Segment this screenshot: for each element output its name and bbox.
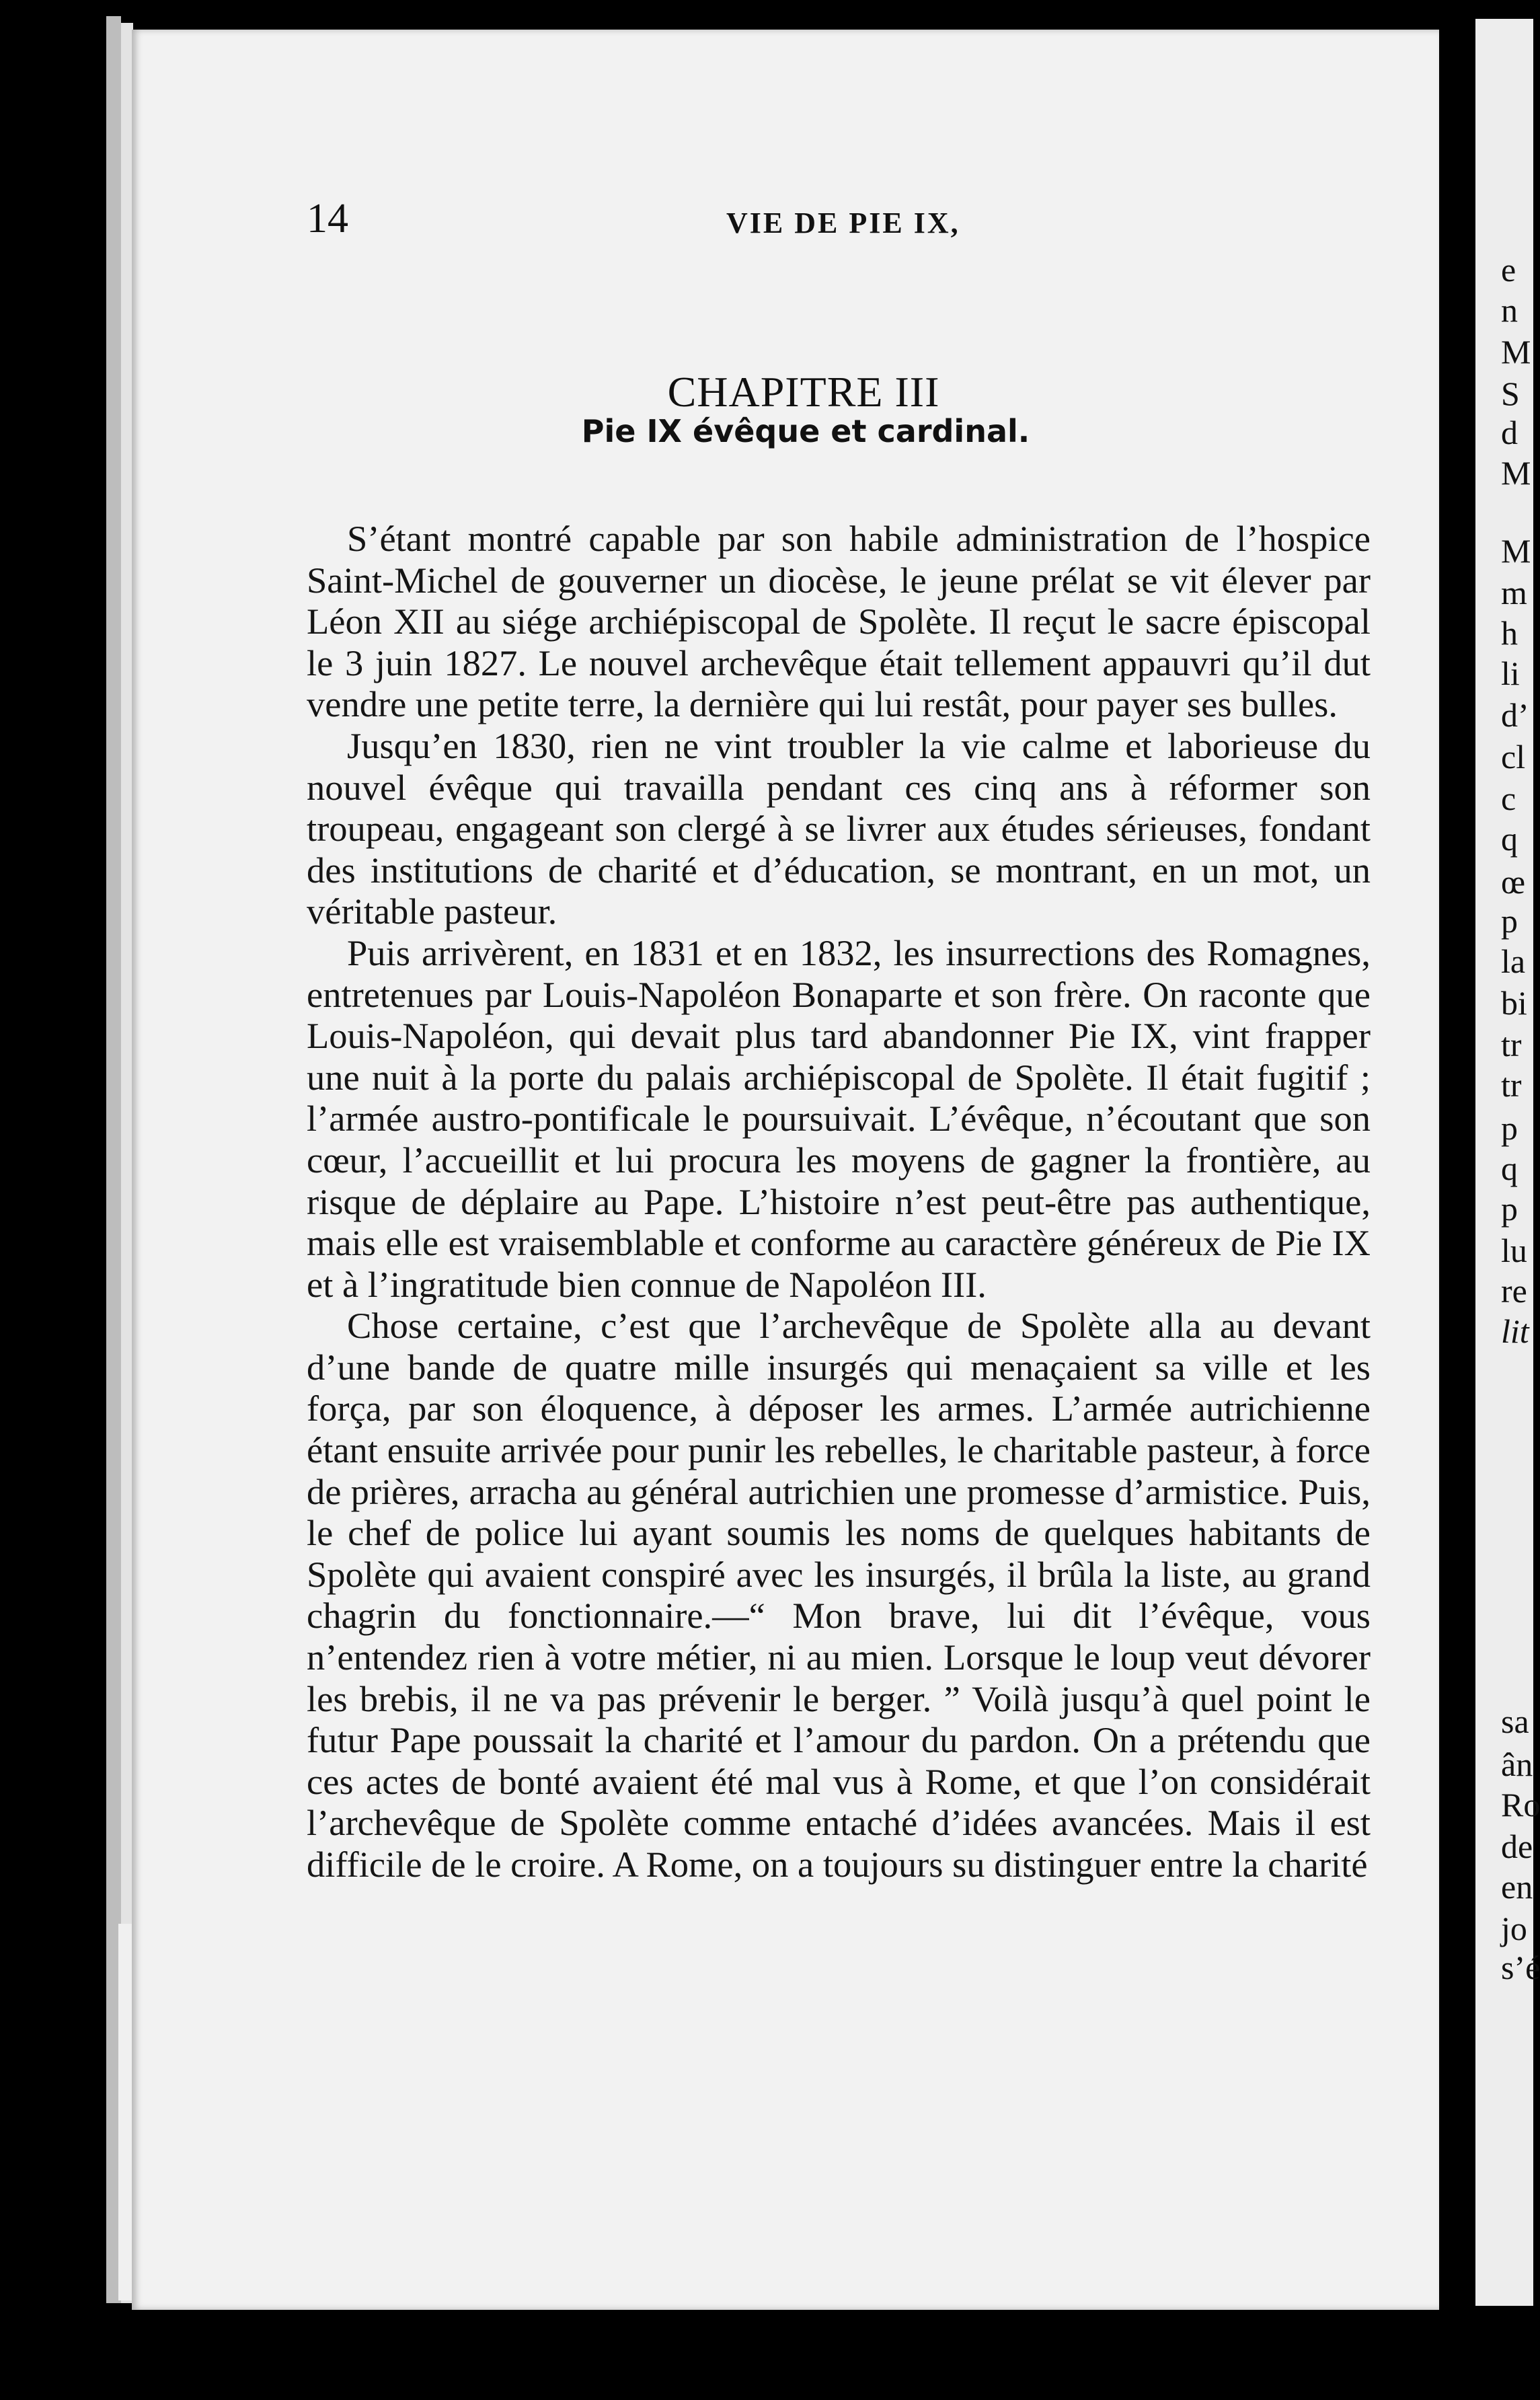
facing-page-fragment: q xyxy=(1501,820,1518,858)
facing-page-fragment: ân xyxy=(1501,1746,1533,1783)
facing-page-fragment: m xyxy=(1501,574,1527,611)
facing-page-fragment: d xyxy=(1501,414,1518,451)
facing-page-fragment: de xyxy=(1501,1828,1533,1865)
paragraph: S’étant montré capable par son habile administration de l’hospice Saint-Michel de gouverner un diocèse, le jeune prélat se vit élever par Léon XII au siége archiépiscopal de Spolète. Il reçut le sacre épiscopal le 3 juin 1827. Le nouvel archevêque était tellement appauvri qu’il dut vendre une petite terre, la dernière qui lui restât, pour payer ses bulles. xyxy=(307,518,1371,725)
facing-page-fragment: tr xyxy=(1501,1066,1522,1104)
facing-page-fragment: cl xyxy=(1501,738,1526,776)
facing-page-fragment: q xyxy=(1501,1150,1518,1187)
running-head: VIE DE PIE IX, xyxy=(726,207,960,239)
facing-page-fragment: p xyxy=(1501,1190,1518,1228)
facing-page-fragment: lit xyxy=(1501,1312,1529,1350)
facing-page-fragment: en xyxy=(1501,1868,1533,1906)
facing-page-fragment: M xyxy=(1501,532,1531,570)
facing-page-fragment: p xyxy=(1501,1109,1518,1147)
paragraph: Jusqu’en 1830, rien ne vint troubler la vie calme et laborieuse du nouvel évêque qui travailla pendant ces cinq ans à réformer son troupeau, engageant son clergé à se livrer aux études sérieuses, fondant des institutions de charité et d’éducation, se montrant, en un mot, un véritable pasteur. xyxy=(307,724,1371,932)
facing-page-fragment: la xyxy=(1501,942,1526,980)
paragraph: Puis arrivèrent, en 1831 et en 1832, les insurrections des Romagnes, entretenues par Louis-Napoléon Bonaparte et son frère. On raconte que Louis-Napoléon, qui devait plus tard abandonner Pie IX, vint frapper une nuit à la porte du palais archiépiscopal de Spolète. Il était fugitif ; l’armée austro-pontificale le poursuivait. L’évêque, n’écoutant que son cœur, l’accueillit et lui procura les moyens de gagner la frontière, au risque de déplaire au Pape. L’histoire n’est peut-être pas authentique, mais elle est vraisemblable et conforme au caractère généreux de Pie IX et à l’ingratitude bien connue de Napoléon III. xyxy=(307,932,1371,1305)
facing-page-fragment: Ro xyxy=(1501,1786,1540,1824)
facing-page-fragment: sa xyxy=(1501,1702,1529,1740)
facing-page-fragment: M xyxy=(1501,454,1531,492)
facing-page-fragment: c xyxy=(1501,780,1516,817)
facing-page-fragment: bi xyxy=(1501,984,1527,1022)
facing-page-fragment: e xyxy=(1501,251,1516,289)
paragraph: Chose certaine, c’est que l’archevêque de Spolète alla au devant d’une bande de quatre mille insurgés qui menaçaient sa ville et les força, par son éloquence, à déposer les armes. L’armée autrichienne étant ensuite arrivée pour punir les rebelles, le charitable pasteur, à force de prières, arracha au général autrichien une promesse d’armistice. Puis, le chef de police lui ayant soumis les noms de quelques habitants de Spolète qui avaient conspiré avec les insurgés, il brûla la liste, au grand chagrin du fonctionnaire.—“ Mon brave, lui dit l’évêque, vous n’entendez rien à votre métier, ni au mien. Lorsque le loup veut dévorer les brebis, il ne va pas prévenir le berger. ” Voilà jusqu’à quel point le futur Pape poussait la charité et l’amour du pardon. On a prétendu que ces actes de bonté avaient été mal vus à Rome, et que l’on considérait l’archevêque de Spolète comme entaché d’idées avancées. Mais il est difficile de le croire. A Rome, on a toujours su distinguer entre la charité xyxy=(307,1305,1371,1885)
facing-page-fragment: p xyxy=(1501,902,1518,940)
facing-page-fragment: h xyxy=(1501,614,1518,652)
facing-page-fragment: jo xyxy=(1501,1910,1527,1947)
page-header xyxy=(307,195,1369,249)
facing-page-fragment: s’é xyxy=(1501,1949,1540,1986)
facing-page-fragment: œ xyxy=(1501,863,1526,901)
facing-page-fragment: n xyxy=(1501,291,1518,329)
body-text xyxy=(307,518,1371,1885)
facing-page-fragment: S xyxy=(1501,375,1520,412)
facing-page-fragment: M xyxy=(1501,333,1531,371)
facing-page xyxy=(1475,19,1540,2306)
page-number: 14 xyxy=(307,196,348,241)
chapter-title: CHAPITRE III xyxy=(667,368,940,416)
facing-page-fragment: d’ xyxy=(1501,696,1529,734)
facing-page-fragment: lu xyxy=(1501,1232,1527,1269)
chapter-subtitle: Pie IX évêque et cardinal. xyxy=(581,413,1030,449)
facing-page-fragment: re xyxy=(1501,1272,1527,1310)
facing-page-fragment: li xyxy=(1501,654,1520,692)
facing-page-fragment: tr xyxy=(1501,1026,1522,1063)
